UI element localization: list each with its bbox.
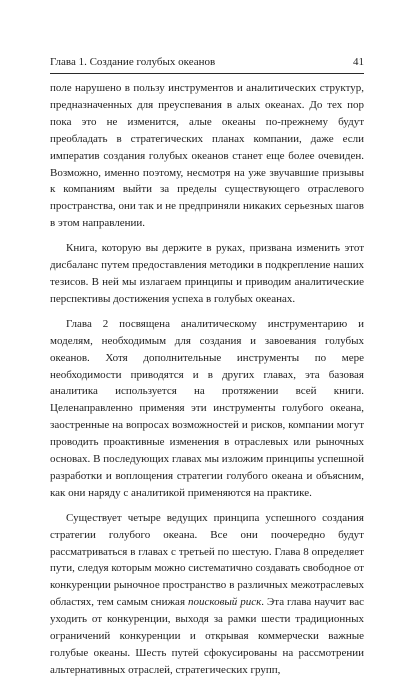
- paragraph-2: Книга, которую вы держите в руках, призвана изменить этот дисбаланс путем предоставления методики в подкрепление наших тезисов. В ней мы излагаем принципы и приводим аналитические перспективы достижения успеха в голубых океанах.: [50, 242, 364, 305]
- search-risk-term: поисковый риск: [187, 596, 262, 609]
- paragraph-4: [50, 510, 364, 679]
- body-text: [50, 80, 364, 687]
- chapter-title: Глава 1. Создание голубых океанов: [50, 56, 216, 68]
- paragraph-4-text-after: . Эта глава научит вас уходить от конкуренции, выходя за рамки шести традиционных ограничений конкуренции и открывая коммерчески важные голубые океаны. Шесть путей сфокусированы на рассмотрении альтернативных отраслей, стратегических групп,: [50, 596, 364, 676]
- running-head: [50, 54, 364, 70]
- paragraph-3: Глава 2 посвящена аналитическому инструментарию и моделям, необходимым для создания и завоевания голубых океанов. Хотя дополнительные инструменты по мере необходимости приводятся и в других главах, эта базовая аналитика используется на протяжении всей книги. Целенаправленно применяя эти инструменты голубого океана, заостренные на вопросах возможностей и рисков, компании могут проводить проактивные изменения в отраслевых или рыночных основах. В последующих главах мы изложим принципы успешной разработки и воплощения стратегии голубого океана и объясним, как они наряду с аналитикой применяются на практике.: [50, 317, 364, 499]
- paragraph-1: поле нарушено в пользу инструментов и аналитических структур, предназначенных для преуспевания в алых океанах. До тех пор пока это не изменится, алые океаны по-прежнему будут преобладать в стратегических планах компании, даже если императив создания голубых океанов станет еще более очевиден. Возможно, именно поэтому, несмотря на уже звучавшие призывы к компаниям выйти за пределы существующего отраслевого пространства, они так и не предприняли никаких серьезных шагов в этом направлении.: [50, 82, 364, 230]
- paragraph-4-text-before: Существует четыре ведущих принципа успешного создания стратегии голубого океана. Все они поочередно будут рассматриваться в главах с третьей по шестую. Глава 8 определяет пути, следуя которым можно систематично создавать свободное от конкуренции рыночное пространство в различных межотраслевых областях, тем самым снижая: [50, 511, 364, 609]
- header-rule: [50, 73, 364, 74]
- page-number: 41: [353, 56, 364, 68]
